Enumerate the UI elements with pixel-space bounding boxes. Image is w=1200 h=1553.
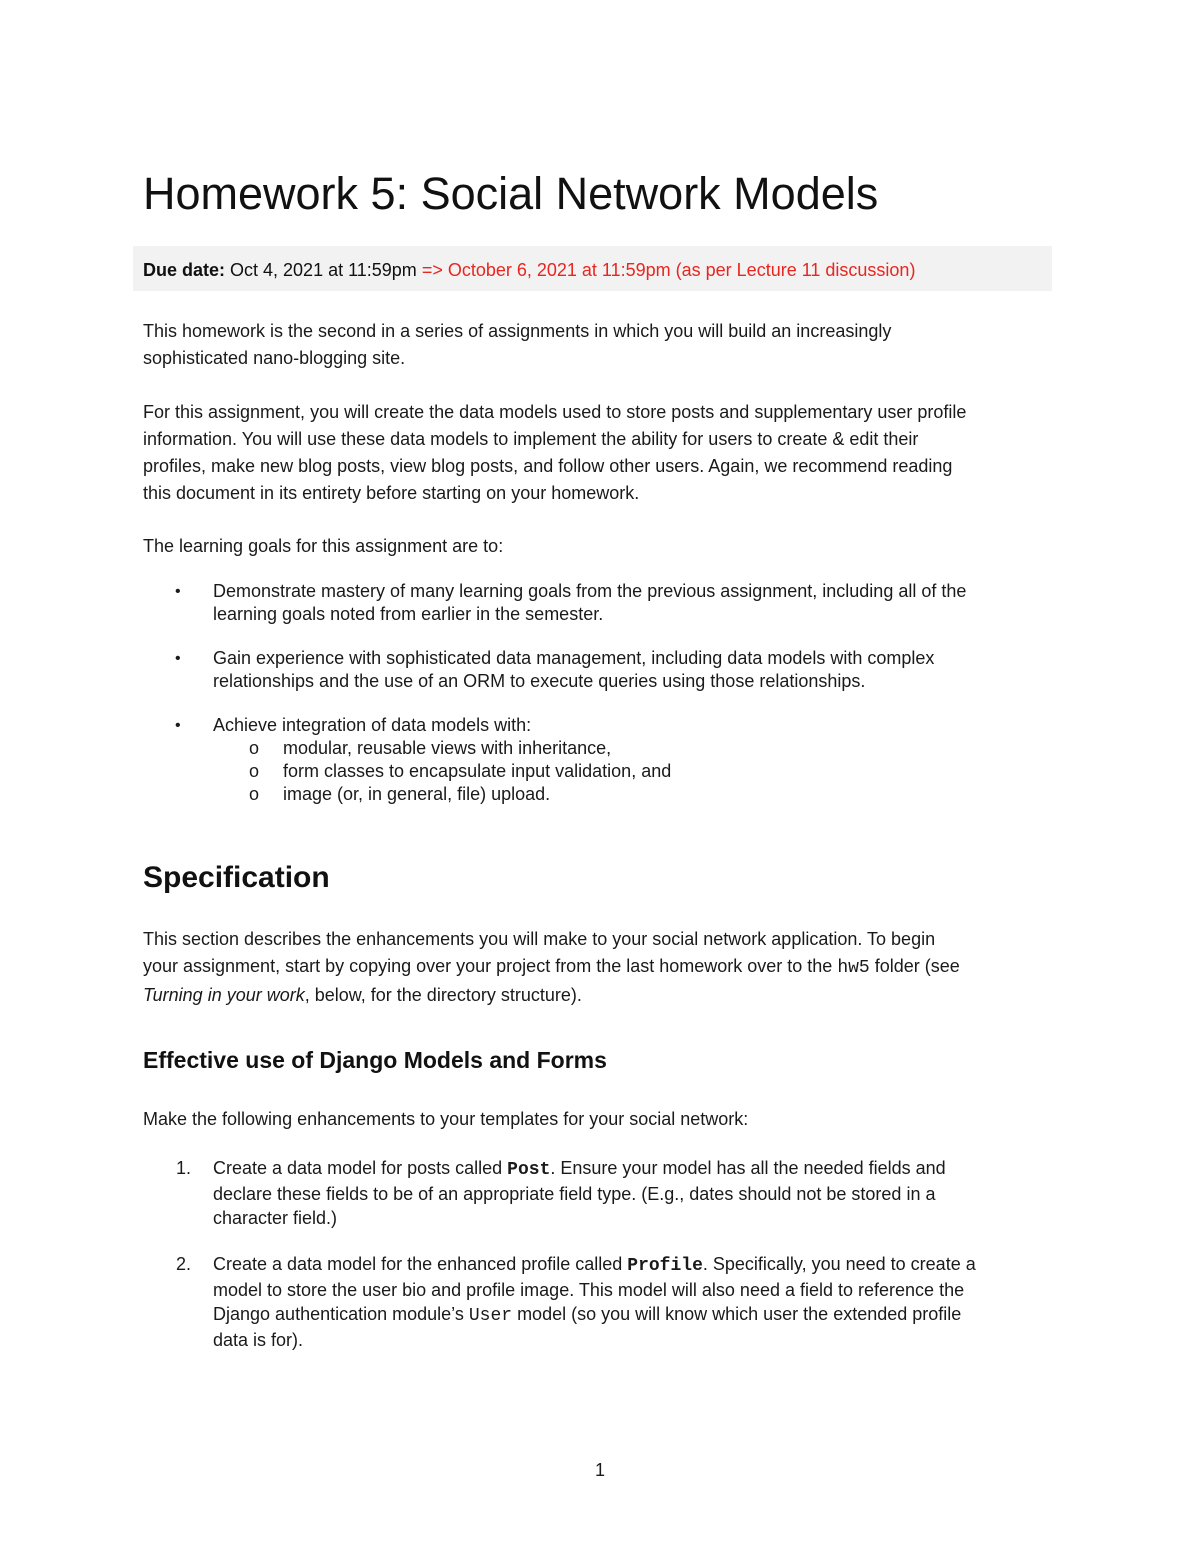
code-profile: Profile bbox=[627, 1256, 703, 1276]
text-line bbox=[213, 1156, 1063, 1182]
text-line: The learning goals for this assignment are to: bbox=[143, 536, 504, 556]
due-date-updated: => October 6, 2021 at 11:59pm (as per Lecture 11 discussion) bbox=[421, 260, 916, 280]
text-segment: Django authentication module’s bbox=[213, 1304, 469, 1324]
sub-list-item bbox=[143, 783, 1063, 806]
intro-paragraph-1 bbox=[143, 318, 1063, 372]
item-number: 2. bbox=[176, 1254, 192, 1274]
sub-bullet-icon: o bbox=[249, 784, 260, 804]
code-post: Post bbox=[507, 1160, 551, 1180]
page-title: Homework 5: Social Network Models bbox=[143, 168, 879, 219]
models-intro bbox=[143, 1106, 1063, 1133]
list-item bbox=[143, 1156, 1063, 1230]
text-segment: Create a data model for the enhanced profile called bbox=[213, 1254, 628, 1274]
text-line: This homework is the second in a series of assignments in which you will build an increasingly bbox=[143, 321, 892, 341]
text-line: information. You will use these data models to implement the ability for users to create & edit their bbox=[143, 429, 919, 449]
text-segment: your assignment, start by copying over your project from the last homework over to the bbox=[143, 956, 838, 976]
due-date-original: Oct 4, 2021 at 11:59pm bbox=[225, 260, 422, 280]
text-segment: folder (see bbox=[869, 956, 960, 976]
code-hw5: hw5 bbox=[837, 958, 870, 978]
specification-paragraph bbox=[143, 926, 1063, 1009]
text-line: model to store the user bio and profile image. This model will also need a field to reference the bbox=[213, 1280, 965, 1300]
text-line: data is for). bbox=[213, 1330, 304, 1350]
sub-item-text: image (or, in general, file) upload. bbox=[283, 784, 551, 804]
learning-goals-list bbox=[143, 580, 1063, 806]
due-date-box bbox=[133, 246, 1052, 291]
section-reference: Turning in your work bbox=[143, 985, 305, 1005]
due-date-label: Due date: bbox=[143, 260, 226, 280]
text-line: For this assignment, you will create the data models used to store posts and supplementary user profile bbox=[143, 402, 967, 422]
list-item bbox=[143, 1252, 1063, 1352]
text-line bbox=[143, 953, 1063, 982]
intro-paragraph-3 bbox=[143, 533, 1063, 560]
sub-bullet-icon: o bbox=[249, 761, 260, 781]
text-segment: Create a data model for posts called bbox=[213, 1158, 508, 1178]
text-line bbox=[213, 1302, 1063, 1328]
list-item bbox=[143, 647, 1063, 693]
text-line bbox=[213, 1252, 1063, 1278]
sub-bullet-icon: o bbox=[249, 738, 260, 758]
text-segment: , below, for the directory structure). bbox=[304, 985, 582, 1005]
text-line bbox=[143, 982, 1063, 1009]
item-number: 1. bbox=[176, 1158, 192, 1178]
text-segment: . Ensure your model has all the needed fields and bbox=[550, 1158, 946, 1178]
text-line: sophisticated nano-blogging site. bbox=[143, 348, 406, 368]
page-number: 1 bbox=[594, 1460, 605, 1480]
text-line: Gain experience with sophisticated data management, including data models with complex bbox=[213, 648, 935, 668]
sub-item-text: form classes to encapsulate input validation, and bbox=[283, 761, 672, 781]
text-line: declare these fields to be of an appropriate field type. (E.g., dates should not be stored in a bbox=[213, 1184, 936, 1204]
bullet-icon: • bbox=[175, 650, 181, 667]
text-line: This section describes the enhancements you will make to your social network application. To begin bbox=[143, 929, 936, 949]
text-line: learning goals noted from earlier in the semester. bbox=[213, 604, 604, 624]
text-line: this document in its entirety before starting on your homework. bbox=[143, 483, 640, 503]
text-line: profiles, make new blog posts, view blog posts, and follow other users. Again, we recommend reading bbox=[143, 456, 953, 476]
text-line: Make the following enhancements to your templates for your social network: bbox=[143, 1109, 749, 1129]
specification-heading: Specification bbox=[143, 861, 330, 894]
sub-item-text: modular, reusable views with inheritance, bbox=[283, 738, 612, 758]
text-line: Achieve integration of data models with: bbox=[213, 715, 532, 735]
due-date-text bbox=[143, 258, 915, 282]
text-line: character field.) bbox=[213, 1208, 338, 1228]
bullet-icon: • bbox=[175, 717, 181, 734]
text-segment: model (so you will know which user the extended profile bbox=[512, 1304, 962, 1324]
list-item bbox=[143, 580, 1063, 626]
intro-paragraph-2 bbox=[143, 399, 1063, 507]
text-segment: . Specifically, you need to create a bbox=[702, 1254, 976, 1274]
sub-list-item bbox=[143, 737, 1063, 760]
text-line: Demonstrate mastery of many learning goals from the previous assignment, including all of the bbox=[213, 581, 967, 601]
list-item bbox=[143, 714, 1063, 806]
enhancements-list bbox=[143, 1156, 1063, 1352]
sub-list-item bbox=[143, 760, 1063, 783]
bullet-icon: • bbox=[175, 583, 181, 600]
text-line: relationships and the use of an ORM to execute queries using those relationships. bbox=[213, 671, 866, 691]
models-forms-heading: Effective use of Django Models and Forms bbox=[143, 1047, 607, 1073]
code-user: User bbox=[468, 1306, 513, 1326]
